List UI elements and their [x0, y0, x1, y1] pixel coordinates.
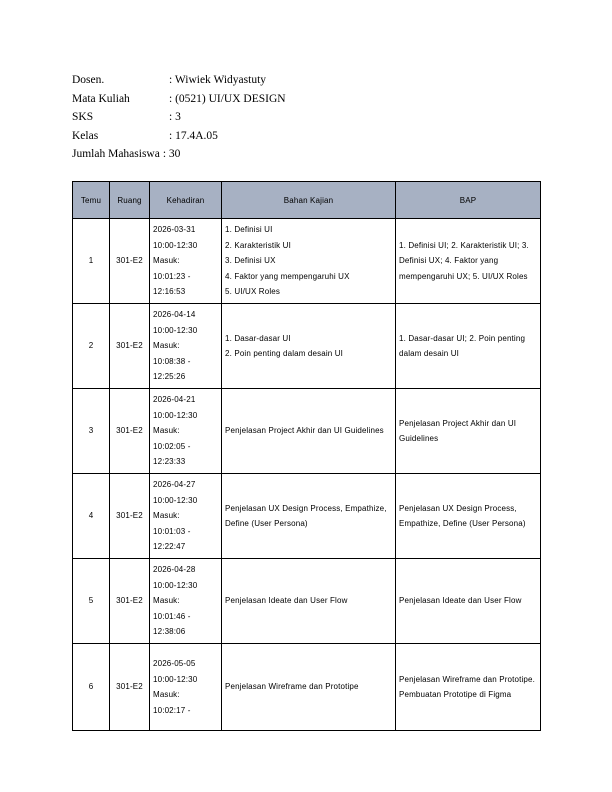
kehadiran-line: 10:00-12:30 — [153, 495, 198, 505]
table-row — [73, 474, 541, 559]
kehadiran-line: 12:16:53 — [153, 287, 186, 297]
sks-label: SKS — [72, 111, 94, 123]
bahan-line: 1. Dasar-dasar UI — [225, 333, 291, 343]
cell-bap: 1. Dasar-dasar UI; 2. Poin penting dalam desain UI — [396, 304, 541, 389]
cell-bahan-kajian — [222, 219, 396, 304]
bahan-line: 1. Definisi UI — [225, 225, 273, 235]
cell-temu: 3 — [73, 389, 110, 474]
dosen-label: Dosen. — [72, 74, 105, 86]
cell-bap: 1. Definisi UI; 2. Karakteristik UI; 3. Definisi UX; 4. Faktor yang mempengaruhi UX; 5. UI/UX Roles — [396, 219, 541, 304]
cell-kehadiran — [150, 304, 222, 389]
matkul-row — [72, 90, 286, 109]
jumlah-row — [72, 145, 286, 164]
kehadiran-line: 10:01:46 - — [153, 611, 191, 621]
kelas-value: : 17.4A.05 — [169, 129, 218, 142]
kehadiran-line: 10:00-12:30 — [153, 410, 198, 420]
course-info — [72, 71, 286, 164]
kehadiran-line: 10:02:05 - — [153, 441, 191, 451]
kehadiran-line: 2026-03-31 — [153, 225, 196, 235]
jumlah-label: Jumlah Mahasiswa — [72, 148, 160, 160]
table-row — [73, 389, 541, 474]
cell-temu: 5 — [73, 559, 110, 644]
kehadiran-line: 2026-04-28 — [153, 565, 196, 575]
bahan-line: Penjelasan UX Design Process, Empathize, Define (User Persona) — [225, 503, 387, 528]
bahan-line: 2. Poin penting dalam desain UI — [225, 349, 344, 358]
cell-bap: Penjelasan Project Akhir dan UI Guidelines — [396, 389, 541, 474]
cell-kehadiran — [150, 389, 222, 474]
cell-kehadiran — [150, 559, 222, 644]
table-row — [73, 559, 541, 644]
bahan-line: 3. Definisi UX — [225, 256, 276, 266]
bahan-line: 4. Faktor yang mempengaruhi UX — [225, 271, 350, 281]
cell-ruang: 301-E2 — [110, 219, 150, 304]
kehadiran-line: 2026-04-14 — [153, 310, 196, 320]
kehadiran-line: 10:00-12:30 — [153, 325, 198, 335]
cell-temu: 1 — [73, 219, 110, 304]
cell-ruang: 301-E2 — [110, 559, 150, 644]
cell-ruang: 301-E2 — [110, 389, 150, 474]
kehadiran-line: Masuk: — [153, 690, 180, 699]
kehadiran-line: Masuk: — [153, 596, 180, 606]
sks-value: : 3 — [169, 111, 181, 123]
header-bap: BAP — [396, 182, 541, 219]
kehadiran-line: 12:22:47 — [153, 542, 186, 552]
table-row — [73, 644, 541, 731]
cell-ruang: 301-E2 — [110, 474, 150, 559]
kehadiran-line: Masuk: — [153, 256, 180, 266]
attendance-table — [72, 181, 541, 731]
bahan-line: Penjelasan Ideate dan User Flow — [225, 596, 348, 606]
header-kehadiran: Kehadiran — [150, 182, 222, 219]
matkul-label: Mata Kuliah — [72, 92, 130, 105]
cell-ruang: 301-E2 — [110, 644, 150, 731]
kehadiran-line: 10:08:38 - — [153, 356, 191, 366]
cell-bahan-kajian — [222, 304, 396, 389]
header-ruang: Ruang — [110, 182, 150, 219]
cell-bahan-kajian — [222, 474, 396, 559]
bahan-line: Penjelasan Project Akhir dan UI Guidelines — [225, 426, 384, 436]
header-temu: Temu — [73, 182, 110, 219]
bahan-line: 2. Karakteristik UI — [225, 240, 291, 250]
cell-bahan-kajian — [222, 644, 396, 731]
kehadiran-line: 10:02:17 - — [153, 705, 191, 715]
dosen-row — [72, 71, 286, 90]
cell-bap: Penjelasan UX Design Process, Empathize, Define (User Persona) — [396, 474, 541, 559]
kelas-row — [72, 127, 286, 146]
cell-bap: Penjelasan Wireframe dan Prototipe. Pembuatan Prototipe di Figma — [396, 644, 541, 731]
kehadiran-line: Masuk: — [153, 341, 180, 351]
cell-bap: Penjelasan Ideate dan User Flow — [396, 559, 541, 644]
table-header-row — [73, 182, 541, 219]
table-row — [73, 219, 541, 304]
kehadiran-line: 12:38:06 — [153, 627, 186, 637]
cell-ruang: 301-E2 — [110, 304, 150, 389]
cell-kehadiran — [150, 219, 222, 304]
bahan-line: Penjelasan Wireframe dan Prototipe — [225, 682, 359, 692]
cell-temu: 6 — [73, 644, 110, 731]
kelas-label: Kelas — [72, 129, 99, 142]
kehadiran-line: 12:23:33 — [153, 457, 186, 467]
sks-row — [72, 108, 286, 127]
kehadiran-line: 10:00-12:30 — [153, 580, 198, 590]
dosen-value: : Wiwiek Widyastuty — [169, 74, 267, 86]
table-body — [73, 219, 541, 731]
kehadiran-line: 2026-05-05 — [153, 659, 196, 668]
jumlah-value: : 30 — [162, 148, 181, 160]
cell-kehadiran — [150, 644, 222, 731]
kehadiran-line: 2026-04-21 — [153, 395, 196, 405]
cell-kehadiran — [150, 474, 222, 559]
kehadiran-line: Masuk: — [153, 426, 180, 436]
kehadiran-line: 10:01:03 - — [153, 526, 191, 536]
cell-bahan-kajian — [222, 559, 396, 644]
kehadiran-line: Masuk: — [153, 511, 180, 521]
kehadiran-line: 10:00-12:30 — [153, 240, 198, 250]
bahan-line: 5. UI/UX Roles — [225, 287, 281, 297]
table-row — [73, 304, 541, 389]
header-bahan-kajian: Bahan Kajian — [222, 182, 396, 219]
cell-bahan-kajian — [222, 389, 396, 474]
cell-temu: 2 — [73, 304, 110, 389]
kehadiran-line: 10:00-12:30 — [153, 674, 198, 684]
cell-temu: 4 — [73, 474, 110, 559]
kehadiran-line: 2026-04-27 — [153, 480, 196, 490]
kehadiran-line: 10:01:23 - — [153, 271, 191, 281]
matkul-value: : (0521) UI/UX DESIGN — [169, 92, 286, 105]
kehadiran-line: 12:25:26 — [153, 372, 186, 382]
